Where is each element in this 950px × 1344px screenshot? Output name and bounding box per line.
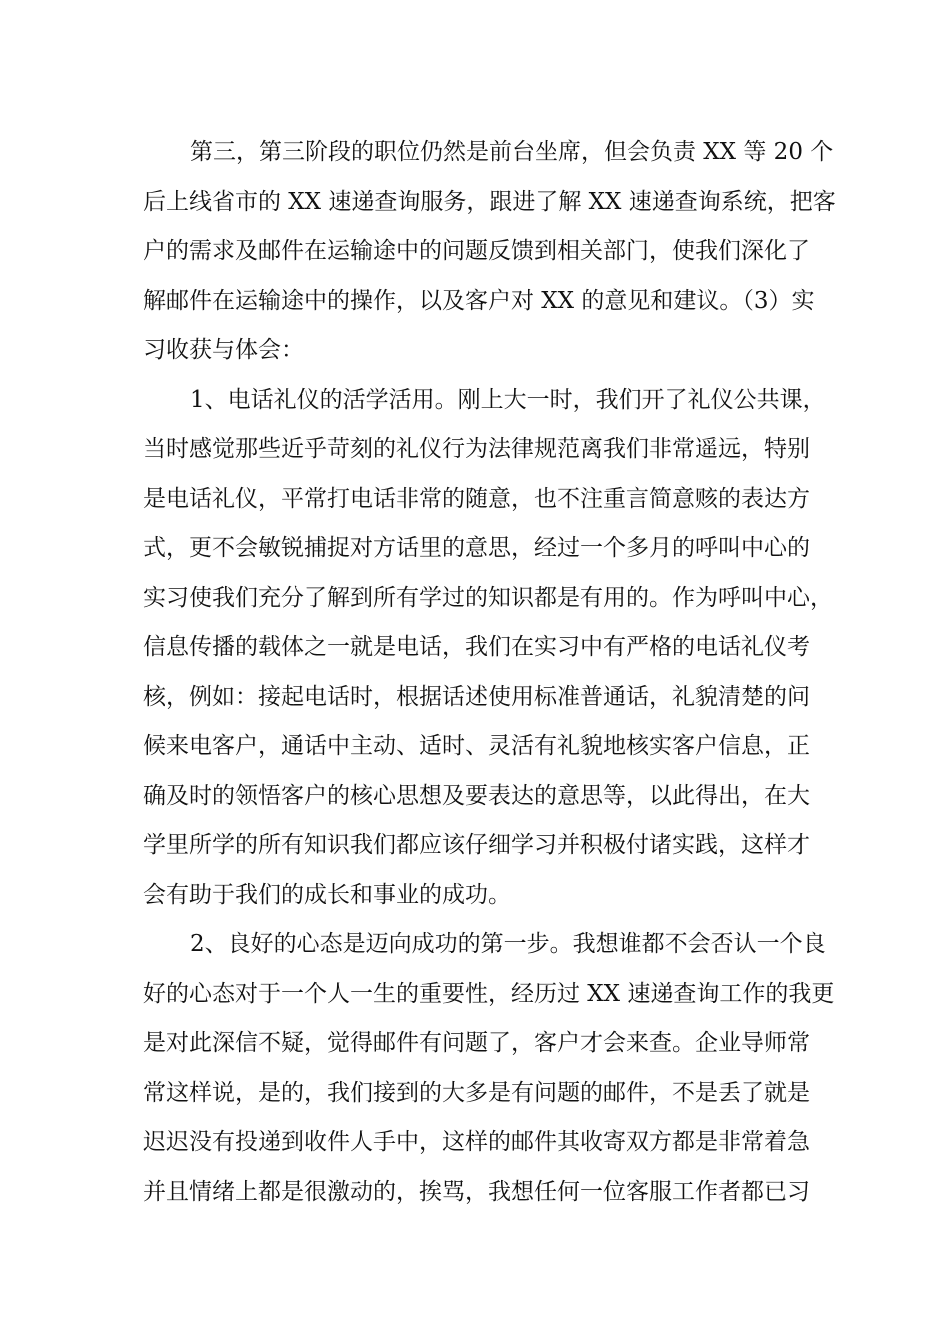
text-line: 信息传播的载体之一就是电话，我们在实习中有严格的电话礼仪考 [143,634,810,660]
text-line: 1、电话礼仪的活学活用。刚上大一时，我们开了礼仪公共课， [190,386,826,413]
text-line: 习收获与体会： [143,337,304,363]
text-line: 核，例如：接起电话时，根据话述使用标准普通话，礼貌清楚的问 [143,683,810,710]
text-line: 解邮件在运输途中的操作，以及客户对 XX 的意见和建议。（3）实 [143,287,815,314]
text-line: 后上线省市的 XX 速递查询服务，跟进了解 XX 速递查询系统，把客 [143,188,836,215]
para-telephone-etiquette [143,376,833,921]
text-line: 常这样说，是的，我们接到的大多是有问题的邮件，不是丢了就是 [143,1079,810,1106]
text-line: 学里所学的所有知识我们都应该仔细学习并积极付诸实践，这样才 [143,832,810,858]
text-line: 2、良好的心态是迈向成功的第一步。我想谁都不会否认一个良 [190,931,826,957]
text-line: 并且情绪上都是很激动的，挨骂，我想任何一位客服工作者都已习 [143,1178,810,1205]
text-line: 迟迟没有投递到收件人手中，这样的邮件其收寄双方都是非常着急 [143,1129,810,1155]
text-line: 式，更不会敏锐捕捉对方话里的意思，经过一个多月的呼叫中心的 [143,535,810,561]
para-good-mindset [143,920,835,1217]
text-line: 好的心态对于一个人一生的重要性，经历过 XX 速递查询工作的我更 [143,980,835,1007]
text-line: 确及时的领悟客户的核心思想及要表达的意思等，以此得出，在大 [143,782,810,809]
document-body [143,128,836,1217]
text-line: 是对此深信不疑，觉得邮件有问题了，客户才会来查。企业导师常 [143,1030,810,1056]
text-line: 实习使我们充分了解到所有学过的知识都是有用的。作为呼叫中心， [143,584,833,611]
text-line: 第三，第三阶段的职位仍然是前台坐席，但会负责 XX 等 20 个 [190,139,834,165]
text-line: 是电话礼仪，平常打电话非常的随意，也不注重言简意赅的表达方 [143,485,810,512]
text-line: 户的需求及邮件在运输途中的问题反馈到相关部门，使我们深化了 [143,238,810,264]
text-line: 会有助于我们的成长和事业的成功。 [143,881,511,908]
text-line: 候来电客户，通话中主动、适时、灵活有礼貌地核实客户信息，正 [143,733,810,759]
para-phase-three [143,128,836,376]
text-line: 当时感觉那些近乎苛刻的礼仪行为法律规范离我们非常遥远，特别 [143,436,810,462]
